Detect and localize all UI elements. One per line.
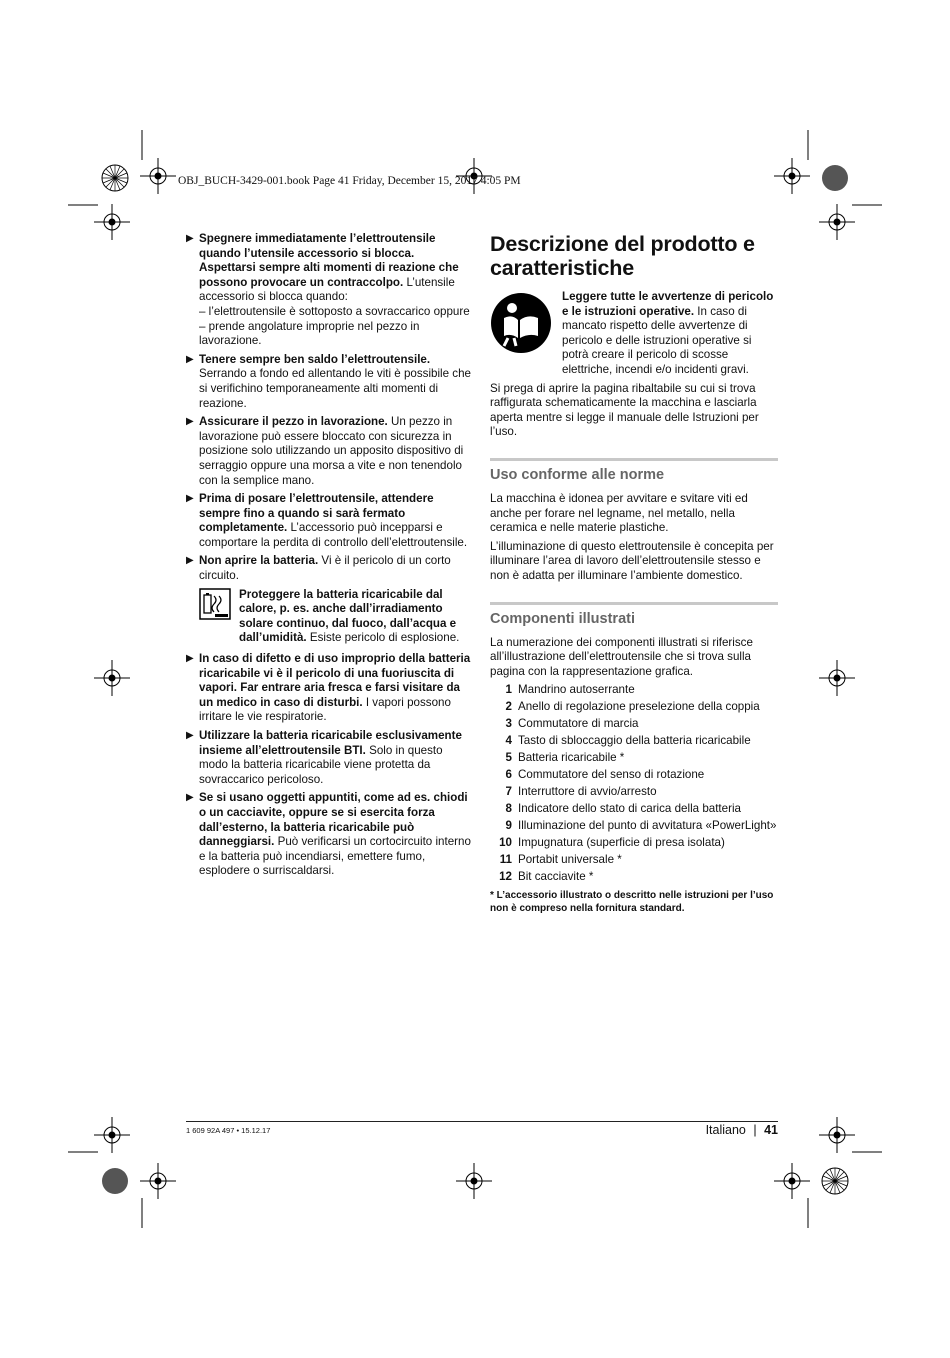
heading-uso: Uso conforme alle norme: [490, 458, 778, 484]
right-column: [490, 232, 778, 915]
accessory-footnote: * L’accessorio illustrato o descritto nelle istruzioni per l’uso non è compreso nella fornitura standard.: [490, 889, 774, 914]
safety-item: ▶ Se si usano oggetti appuntiti, come ad es. chiodi o un cacciavite, oppure se si esercita forza dall’esterno, la batteria ricaricabile può danneggiarsi. Può verificarsi un cortocircuito interno e la batteria può incendiarsi, emettere fumo, esplodere o surriscaldarsi.: [186, 791, 471, 879]
list-item: 5 Batteria ricaricabile *: [505, 751, 625, 765]
list-item: 4 Tasto di sbloccaggio della batteria ricaricabile: [505, 734, 751, 748]
safety-item: ▶ Assicurare il pezzo in lavorazione. Un pezzo in lavorazione può essere bloccato con sicurezza in posizione solo utilizzando un apposito dispositivo di serraggio oppure una morsa a vite e non tenendolo con la semplice mano.: [186, 415, 471, 488]
heat-warning: Proteggere la batteria ricaricabile dal calore, p. es. anche dall’irradiamento solare continuo, dal fuoco, dall’acqua e dall’umidità. Esiste pericolo di esplosione.: [199, 588, 471, 646]
read-manual-icon: [490, 292, 552, 354]
list-item: 12 Bit cacciavite *: [499, 870, 594, 884]
list-item: 3 Commutatore di marcia: [505, 717, 639, 731]
list-item: 9 Illuminazione del punto di avvitatura «PowerLight»: [505, 819, 777, 833]
list-item: 7 Interruttore di avvio/arresto: [505, 785, 657, 799]
footer-separator: |: [753, 1123, 757, 1137]
list-item: 10 Impugnatura (superficie di presa isolata): [499, 836, 725, 850]
page-footer: [706, 1123, 778, 1137]
components-list: [490, 683, 778, 884]
list-item: 2 Anello di regolazione preselezione della coppia: [505, 700, 760, 714]
safety-item: ▶ In caso di difetto e di uso improprio della batteria ricaricabile vi è il pericolo di una fuoriuscita di vapori. Far entrare aria fresca e farsi visitare da un medico in caso di disturbi. I vapori possono irritare le vie respiratorie.: [186, 652, 471, 725]
section-title: Descrizione del prodotto e caratteristiche: [490, 232, 755, 280]
componenti-paragraph: La numerazione dei componenti illustrati si riferisce all’illustrazione dell’elettroutensile che si trova sulla pagina con la rappresentazione grafica.: [490, 635, 753, 678]
foldout-note: Si prega di aprire la pagina ribaltabile su cui si trova raffigurata schematicamente la macchina e lasciarla aperta mentre si legge il manuale delle Istruzioni per l’uso.: [490, 381, 759, 439]
safety-item: ▶ Utilizzare la batteria ricaricabile esclusivamente insieme all’elettroutensile BTI. Solo in questo modo la batteria ricaricabile viene protetta da sovraccarico pericoloso.: [186, 729, 471, 787]
list-item: 11 Portabit universale *: [499, 853, 622, 867]
list-item: 1 Mandrino autoserrante: [505, 683, 635, 697]
left-column: [186, 232, 471, 883]
doc-code: 1 609 92A 497 • 15.12.17: [186, 1126, 271, 1135]
list-item: 8 Indicatore dello stato di carica della batteria: [505, 802, 741, 816]
safety-item: ▶ Prima di posare l’elettroutensile, attendere sempre fino a quando si sarà fermato completamente. L’accessorio può incepparsi e comportare la perdita di controllo dell’elettroutensile.: [186, 492, 471, 550]
uso-paragraph: La macchina è idonea per avvitare e svitare viti ed anche per forare nel legname, nel metallo, nella ceramica e nelle materie plastiche.: [490, 491, 748, 535]
footer-rule: [186, 1121, 778, 1122]
print-header: OBJ_BUCH-3429-001.book Page 41 Friday, December 15, 2017 4:05 PM: [178, 175, 521, 187]
uso-paragraph: L’illuminazione di questo elettroutensile è concepita per illuminare l’area di lavoro dell’elettroutensile stesso e non è adatta per illuminare l’ambiente domestico.: [490, 539, 774, 582]
read-manual-notice: Leggere tutte le avvertenze di pericolo e le istruzioni operative. In caso di mancato rispetto delle avvertenze di pericolo e delle istruzioni operative si potrà creare il pericolo di scosse elettriche, incendi e/o incidenti gravi.: [490, 290, 778, 378]
heading-componenti: Componenti illustrati: [490, 602, 778, 628]
safety-item: ▶ Spegnere immediatamente l’elettroutensile quando l’utensile accessorio si blocca. Aspettarsi sempre alti momenti di reazione che possono provocare un contraccolpo. L’utensile accessorio si blocca quando: – l’elettroutensile è sottoposto a sovraccarico oppure – prende angolature improprie nel pezzo in lavorazione.: [186, 232, 471, 349]
safety-item: ▶ Tenere sempre ben saldo l’elettroutensile. Serrando a fondo ed allentando le viti è possibile che si verifichino temporaneamente alti momenti di reazione.: [186, 353, 471, 411]
list-item: 6 Commutatore del senso di rotazione: [505, 768, 705, 782]
page-number: 41: [764, 1123, 778, 1137]
safety-item: ▶ Non aprire la batteria. Vi è il pericolo di un corto circuito.: [186, 554, 471, 583]
language-label: Italiano: [705, 1123, 746, 1137]
battery-heat-warning-icon: [199, 588, 231, 620]
